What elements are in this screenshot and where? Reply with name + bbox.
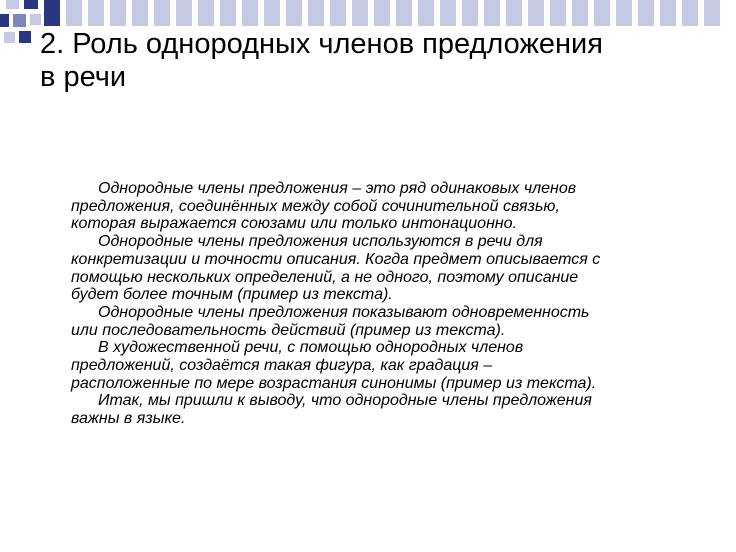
decor-square bbox=[154, 0, 170, 26]
decor-square bbox=[572, 0, 588, 26]
decor-square bbox=[528, 0, 544, 26]
decor-square bbox=[286, 0, 302, 26]
text-line: Однородные члены предложения показывают одновременность bbox=[98, 303, 590, 321]
decor-square bbox=[660, 0, 676, 26]
slide-body bbox=[71, 180, 696, 428]
decor-square bbox=[462, 0, 478, 26]
decor-square bbox=[594, 0, 610, 26]
decor-square bbox=[19, 31, 31, 43]
decor-square bbox=[110, 0, 126, 26]
text-line: Итак, мы пришли к выводу, что однородные члены предложения bbox=[98, 392, 592, 410]
decor-square bbox=[44, 0, 60, 26]
decor-square bbox=[30, 14, 41, 25]
decor-square bbox=[616, 0, 632, 26]
decor-square bbox=[374, 0, 390, 26]
decor-square bbox=[506, 0, 522, 26]
decor-square bbox=[264, 0, 280, 26]
text-line: которая выражается союзами или только интонационно. bbox=[71, 215, 518, 233]
decor-square bbox=[550, 0, 566, 26]
decor-square bbox=[176, 0, 192, 26]
text-line: предложения, соединённых между собой сочинительной связью, bbox=[71, 197, 560, 215]
paragraph-conclusion bbox=[71, 392, 696, 427]
text-line: будет более точным (пример из текста). bbox=[71, 286, 393, 304]
decor-square bbox=[308, 0, 324, 26]
decor-square bbox=[66, 0, 82, 26]
decor-square bbox=[4, 32, 15, 43]
decor-square bbox=[682, 0, 698, 26]
decor-square bbox=[418, 0, 434, 26]
paragraph-actions bbox=[71, 304, 696, 339]
slide-title bbox=[40, 28, 730, 94]
slide-title-line-2: в речи bbox=[40, 61, 127, 93]
decor-square bbox=[6, 0, 19, 9]
decor-square bbox=[396, 0, 412, 26]
decor-square bbox=[440, 0, 456, 26]
decor-square bbox=[330, 0, 346, 26]
decor-square bbox=[132, 0, 148, 26]
text-line: предложений, создаётся такая фигура, как градация – bbox=[71, 357, 493, 375]
text-line: В художественной речи, с помощью однородных членов bbox=[98, 339, 524, 357]
text-line: конкретизации и точности описания. Когда предмет описывается с bbox=[71, 250, 601, 268]
paragraph-definition bbox=[71, 180, 696, 233]
paragraph-usage bbox=[71, 233, 696, 304]
decor-square bbox=[638, 0, 654, 26]
decor-square bbox=[198, 0, 214, 26]
decor-square bbox=[704, 0, 720, 26]
paragraph-gradation bbox=[71, 339, 696, 392]
text-line: важны в языке. bbox=[71, 410, 186, 428]
decor-square bbox=[352, 0, 368, 26]
text-line: Однородные члены предложения – это ряд одинаковых членов bbox=[98, 180, 577, 197]
decor-square bbox=[24, 0, 38, 9]
decor-square bbox=[88, 0, 104, 26]
decor-square bbox=[484, 0, 500, 26]
text-line: или последовательность действий (пример из текста). bbox=[71, 321, 506, 339]
decor-square bbox=[13, 14, 26, 27]
decor-square bbox=[242, 0, 258, 26]
text-line: расположенные по мере возрастания синонимы (пример из текста). bbox=[71, 374, 597, 392]
decor-square bbox=[220, 0, 236, 26]
text-line: помощью нескольких определений, а не одного, поэтому описание bbox=[71, 268, 579, 286]
decor-square bbox=[0, 14, 9, 27]
slide-title-line-1: 2. Роль однородных членов предложения bbox=[40, 28, 603, 60]
text-line: Однородные члены предложения используются в речи для bbox=[98, 233, 543, 251]
